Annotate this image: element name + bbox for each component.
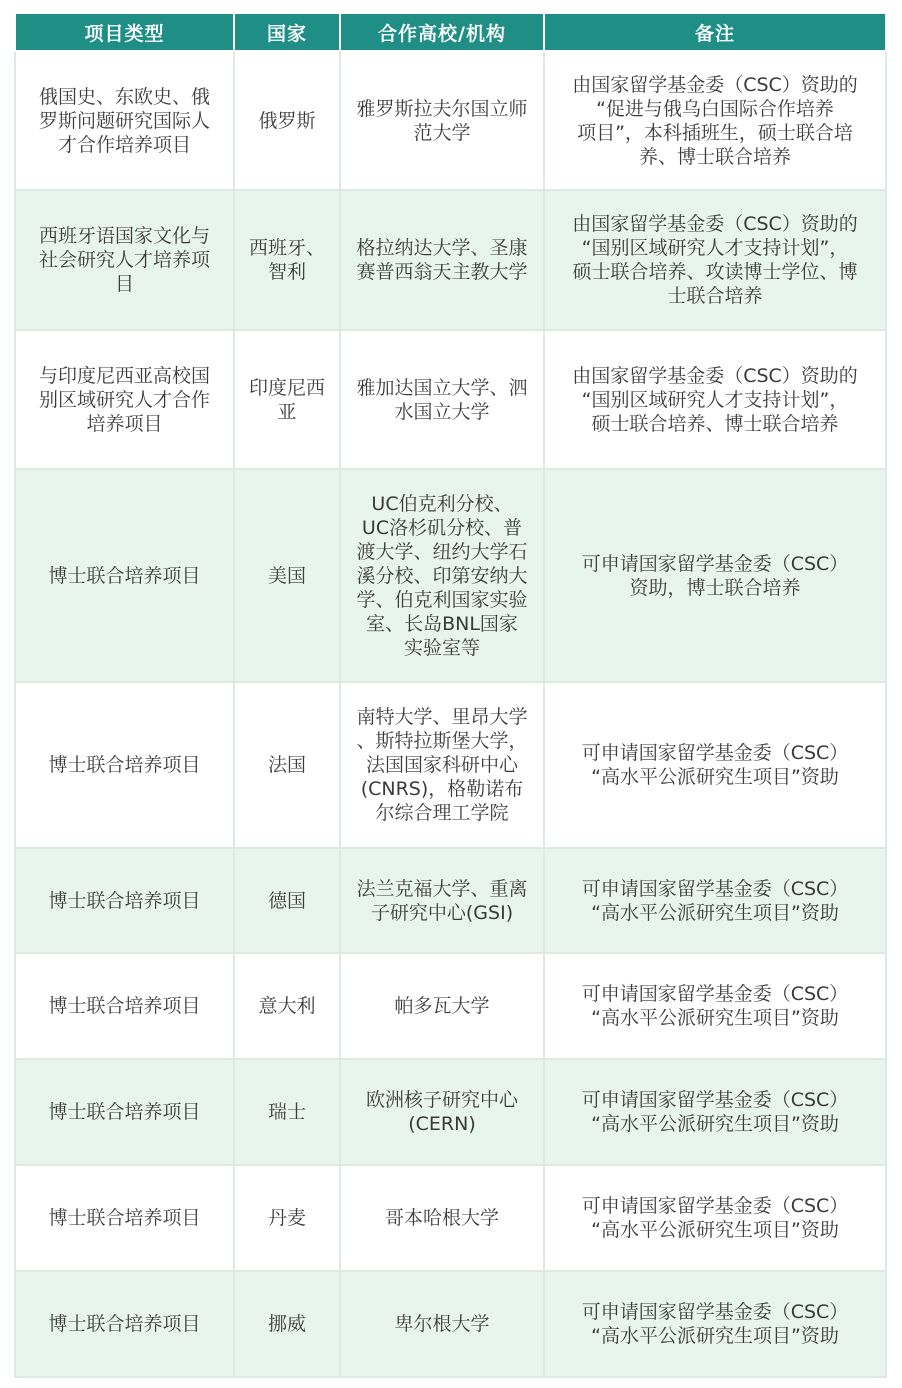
cell-country: 丹麦 [234,1165,340,1271]
cell-note: 可申请国家留学基金委（CSC） “高水平公派研究生项目”资助 [544,1059,886,1165]
table-row [15,682,886,848]
table-row [15,848,886,953]
cell-note: 由国家留学基金委（CSC）资助的 “国别区域研究人才支持计划”， 硕士联合培养、博士联合培养 [544,330,886,469]
table-row [15,330,886,469]
table-row [15,953,886,1059]
cell-project-type: 博士联合培养项目 [15,1271,234,1377]
cell-project-type: 博士联合培养项目 [15,953,234,1059]
cell-project-type: 博士联合培养项目 [15,1165,234,1271]
cell-partner: 卑尔根大学 [340,1271,544,1377]
cell-country: 西班牙、 智利 [234,190,340,330]
cell-project-type: 博士联合培养项目 [15,848,234,953]
cell-country: 德国 [234,848,340,953]
cell-note: 由国家留学基金委（CSC）资助的 “促进与俄乌白国际合作培养 项目”，本科插班生，硕士联合培 养、博士联合培养 [544,51,886,190]
cell-partner: 雅加达国立大学、泗 水国立大学 [340,330,544,469]
cell-note: 可申请国家留学基金委（CSC） 资助，博士联合培养 [544,469,886,682]
table-row [15,1059,886,1165]
cell-project-type: 博士联合培养项目 [15,1059,234,1165]
cell-country: 印度尼西 亚 [234,330,340,469]
cell-partner: 欧洲核子研究中心 (CERN) [340,1059,544,1165]
header-project-type: 项目类型 [15,13,234,51]
cell-country: 挪威 [234,1271,340,1377]
header-partner: 合作高校/机构 [340,13,544,51]
header-note: 备注 [544,13,886,51]
table-header-row [15,13,886,51]
cell-country: 美国 [234,469,340,682]
cell-note: 可申请国家留学基金委（CSC） “高水平公派研究生项目”资助 [544,953,886,1059]
cell-note: 可申请国家留学基金委（CSC） “高水平公派研究生项目”资助 [544,848,886,953]
cell-note: 可申请国家留学基金委（CSC） “高水平公派研究生项目”资助 [544,1271,886,1377]
cell-country: 俄罗斯 [234,51,340,190]
table-row [15,1165,886,1271]
header-country: 国家 [234,13,340,51]
table-row [15,190,886,330]
table-row [15,469,886,682]
cell-partner: 格拉纳达大学、圣康 赛普西翁天主教大学 [340,190,544,330]
cooperation-table [14,12,887,1378]
cell-note: 可申请国家留学基金委（CSC） “高水平公派研究生项目”资助 [544,1165,886,1271]
cell-partner: 雅罗斯拉夫尔国立师 范大学 [340,51,544,190]
cell-project-type: 西班牙语国家文化与 社会研究人才培养项 目 [15,190,234,330]
cell-partner: 法兰克福大学、重离 子研究中心(GSI) [340,848,544,953]
cell-country: 意大利 [234,953,340,1059]
cell-partner: 帕多瓦大学 [340,953,544,1059]
cell-project-type: 与印度尼西亚高校国 别区域研究人才合作 培养项目 [15,330,234,469]
cell-country: 瑞士 [234,1059,340,1165]
table-row [15,51,886,190]
cell-note: 由国家留学基金委（CSC）资助的 “国别区域研究人才支持计划”， 硕士联合培养、攻读博士学位、博 士联合培养 [544,190,886,330]
cell-project-type: 博士联合培养项目 [15,682,234,848]
cell-partner: 哥本哈根大学 [340,1165,544,1271]
table-row [15,1271,886,1377]
cell-partner: 南特大学、里昂大学 、斯特拉斯堡大学， 法国国家科研中心 (CNRS)，格勒诺布 尔综合理工学院 [340,682,544,848]
cell-note: 可申请国家留学基金委（CSC） “高水平公派研究生项目”资助 [544,682,886,848]
cell-project-type: 博士联合培养项目 [15,469,234,682]
cell-project-type: 俄国史、东欧史、俄 罗斯问题研究国际人 才合作培养项目 [15,51,234,190]
cell-partner: UC伯克利分校、 UC洛杉矶分校、普 渡大学、纽约大学石 溪分校、印第安纳大 学、伯克利国家实验 室、长岛BNL国家 实验室等 [340,469,544,682]
cell-country: 法国 [234,682,340,848]
